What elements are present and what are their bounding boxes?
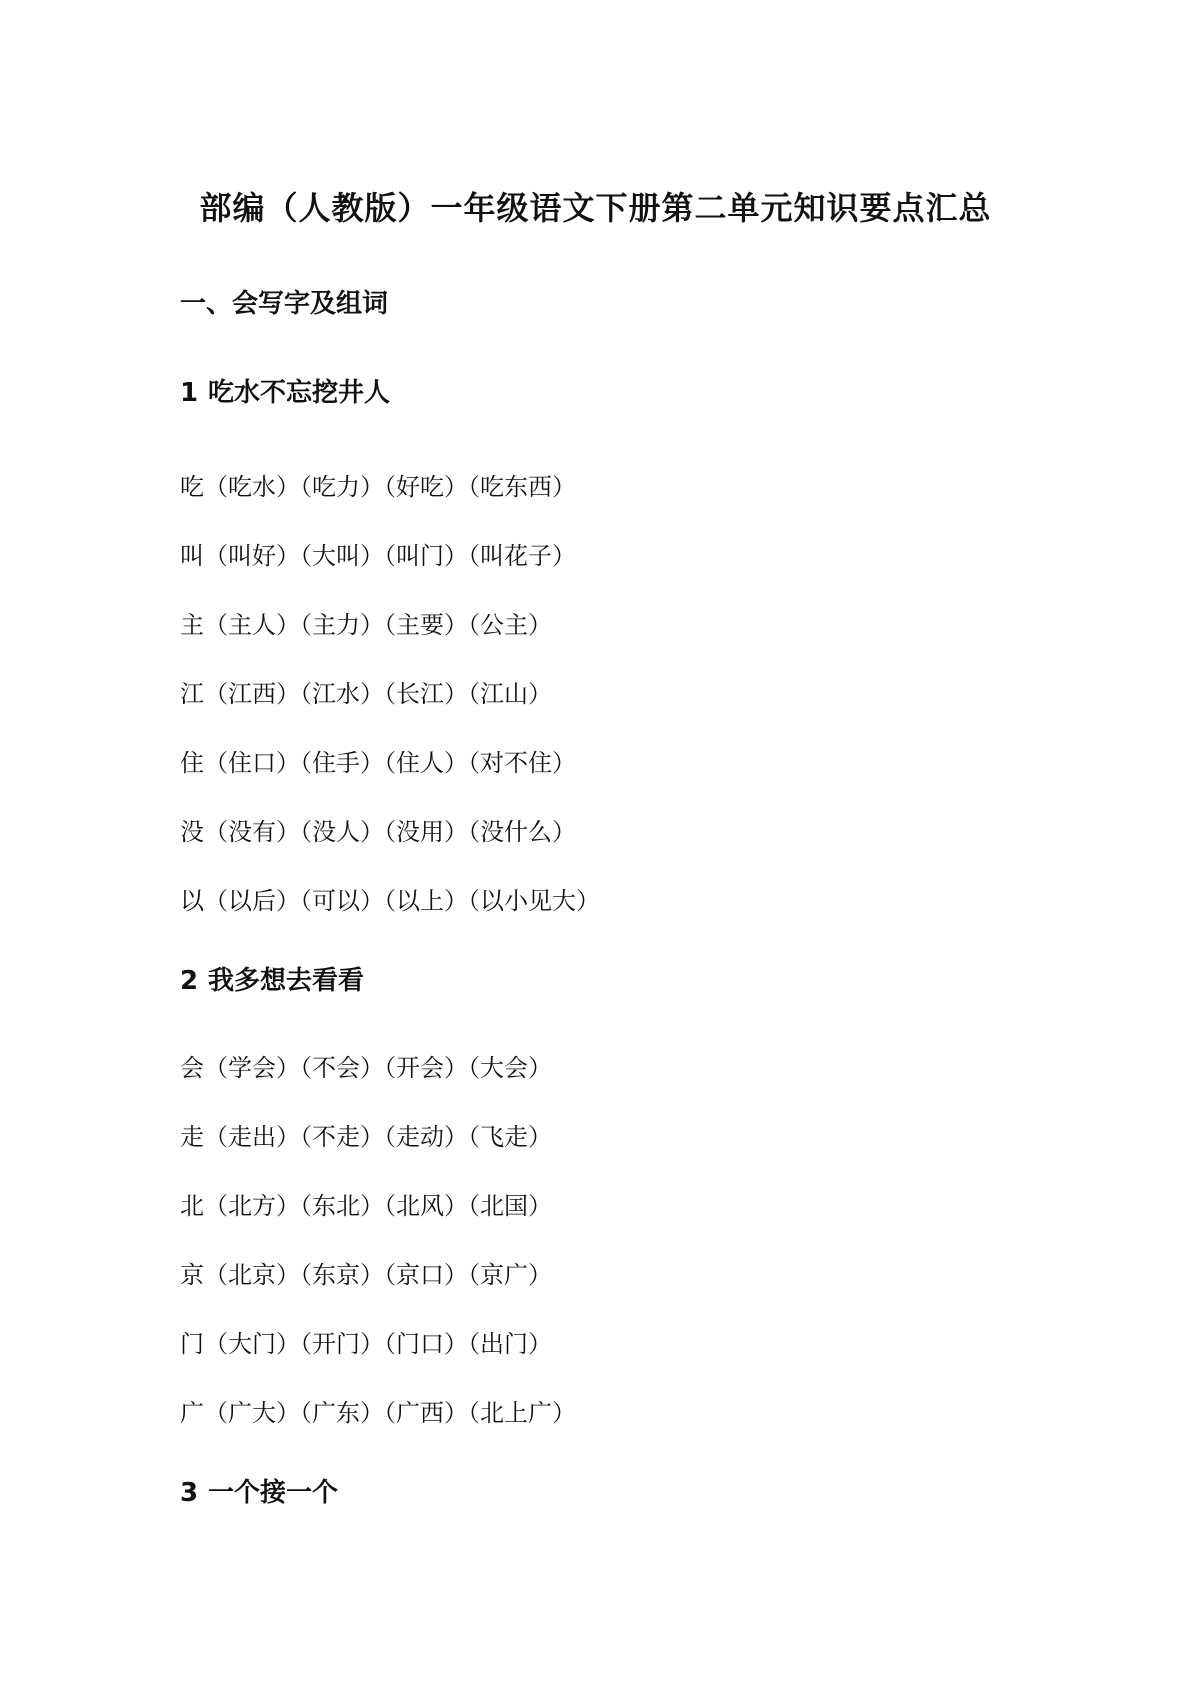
- word-row: 北（北方）（东北）（北风）（北国）: [180, 1192, 552, 1220]
- word-row: 广（广大）（广东）（广西）（北上广）: [180, 1399, 576, 1427]
- word-row: 叫（叫好）（大叫）（叫门）（叫花子）: [180, 542, 576, 570]
- lesson-number: 3: [180, 1478, 199, 1508]
- lesson-title: 吃水不忘挖井人: [208, 378, 391, 408]
- page-title: 部编（人教版）一年级语文下册第二单元知识要点汇总: [199, 189, 992, 227]
- lesson-title: 一个接一个: [208, 1478, 339, 1508]
- lesson-heading: [180, 1475, 338, 1511]
- word-row: 以（以后）（可以）（以上）（以小见大）: [180, 887, 600, 915]
- lesson-title: 我多想去看看: [208, 966, 365, 996]
- section-heading: 一、会写字及组词: [180, 289, 389, 319]
- lesson-heading: [180, 963, 364, 999]
- word-row: 主（主人）（主力）（主要）（公主）: [180, 611, 552, 639]
- word-row: 没（没有）（没人）（没用）（没什么）: [180, 818, 576, 846]
- word-row: 走（走出）（不走）（走动）（飞走）: [180, 1123, 552, 1151]
- word-row: 住（住口）（住手）（住人）（对不住）: [180, 749, 576, 777]
- word-row: 会（学会）（不会）（开会）（大会）: [180, 1054, 552, 1082]
- lesson-number: 2: [180, 966, 199, 996]
- word-row: 门（大门）（开门）（门口）（出门）: [180, 1330, 552, 1358]
- lesson-number: 1: [180, 378, 199, 408]
- word-row: 吃（吃水）（吃力）（好吃）（吃东西）: [180, 473, 576, 501]
- word-row: 江（江西）（江水）（长江）（江山）: [180, 680, 552, 708]
- lesson-heading: [180, 375, 390, 411]
- word-row: 京（北京）（东京）（京口）（京广）: [180, 1261, 552, 1289]
